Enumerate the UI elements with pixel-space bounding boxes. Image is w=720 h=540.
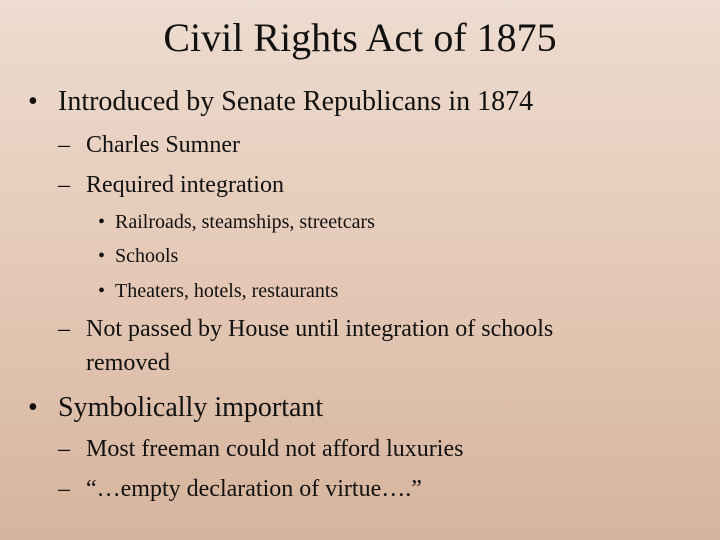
- bullet-level2-empty-declaration: [58, 474, 688, 504]
- bullet-text: Introduced by Senate Republicans in 1874: [58, 86, 534, 117]
- bullet-text: Not passed by House until integration of schools: [86, 316, 554, 342]
- bullet-icon: •: [98, 211, 106, 233]
- bullet-text: Most freeman could not afford luxuries: [86, 436, 464, 462]
- bullet-level2-freeman: [58, 434, 688, 464]
- bullet-level1-introduced: [28, 85, 688, 119]
- dash-icon: –: [58, 476, 70, 502]
- bullet-level2-required-integration: [58, 170, 688, 200]
- dash-icon: –: [58, 316, 70, 342]
- bullet-icon: •: [98, 280, 106, 302]
- bullet-icon: •: [28, 86, 38, 117]
- bullet-icon: •: [28, 392, 38, 423]
- bullet-level2-charles-sumner: [58, 130, 688, 160]
- bullet-text-continuation: removed: [86, 350, 170, 376]
- dash-icon: –: [58, 436, 70, 462]
- bullet-level3-railroads: [98, 210, 688, 234]
- bullet-level3-theaters: [98, 279, 688, 303]
- bullet-text: Schools: [115, 245, 179, 267]
- bullet-text: “…empty declaration of virtue….”: [86, 476, 422, 502]
- bullet-text: Theaters, hotels, restaurants: [115, 280, 339, 302]
- bullet-text: Charles Sumner: [86, 132, 240, 158]
- bullet-icon: •: [98, 245, 106, 267]
- bullet-text: Symbolically important: [58, 392, 324, 423]
- bullet-level1-symbolically: [28, 391, 688, 425]
- bullet-level2-not-passed: [58, 314, 708, 378]
- dash-icon: –: [58, 172, 70, 198]
- bullet-text: Required integration: [86, 172, 284, 198]
- bullet-level3-schools: [98, 244, 688, 268]
- bullet-text: Railroads, steamships, streetcars: [115, 211, 375, 233]
- slide-title: Civil Rights Act of 1875: [163, 15, 557, 60]
- dash-icon: –: [58, 132, 70, 158]
